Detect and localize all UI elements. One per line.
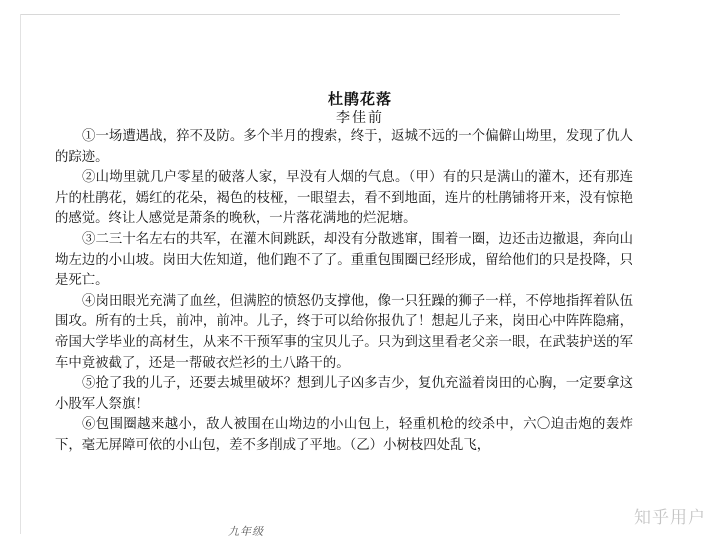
paragraph-5: ⑤抢了我的儿子，还要去城里破坏？想到儿子凶多吉少，复仇充溢着岗田的心胸，一定要拿这小股军人祭旗！ [55,376,633,412]
paragraph-3: ③二三十名左右的共军，在灌木间跳跃，却没有分散逃窜，围着一圈，边还击边撤退，奔向山坳左边的小山坡。岗田大佐知道，他们跑不了了。重重包围圈已经形成，留给他们的只是投降，只是死亡。 [55,231,633,289]
paragraph-2: ②山坳里就几户零星的破落人家，早没有人烟的气息。（甲）有的只是满山的灌木，还有那连片的杜鹃花，嫣红的花朵，褐色的枝桠，一眼望去，看不到地面，连片的杜鹃铺将开来，没有惊艳的感觉。终让人感觉是萧条的晚秋，一片落花满地的烂泥塘。 [55,170,633,227]
scan-edge-top [20,14,620,15]
document-author: 李佳前 [336,110,384,126]
document-title: 杜鹃花落 [327,90,392,108]
footer-fragment: 九年级 [228,525,264,538]
watermark: 知乎用户 [634,508,706,528]
paragraph-1: ①一场遭遇战，猝不及防。多个半月的搜索，终于，返城不远的一个偏僻山坳里，发现了仇人的踪迹。 [55,129,633,165]
paragraph-4: ④岗田眼光充满了血丝，但满腔的愤怒仍支撑他，像一只狂躁的狮子一样，不停地指挥着队伍围攻。所有的士兵，前冲，前冲。儿子，终于可以给你报仇了！想起儿子来，岗田心中阵阵隐痛，帝国大学毕业的高材生，从来不干预军事的宝贝儿子。只为到这里看老父亲一眼，在武装护送的军车中竟被截了，还是一帮破衣烂衫的土八路干的。 [55,293,633,371]
document-body [55,127,633,456]
paragraph-6: ⑥包围圈越来越小，敌人被围在山坳边的小山包上，轻重机枪的绞杀中，六〇迫击炮的轰炸下，毫无屏障可依的小山包，差不多削成了平地。（乙）小树枝四处乱飞， [55,417,633,453]
